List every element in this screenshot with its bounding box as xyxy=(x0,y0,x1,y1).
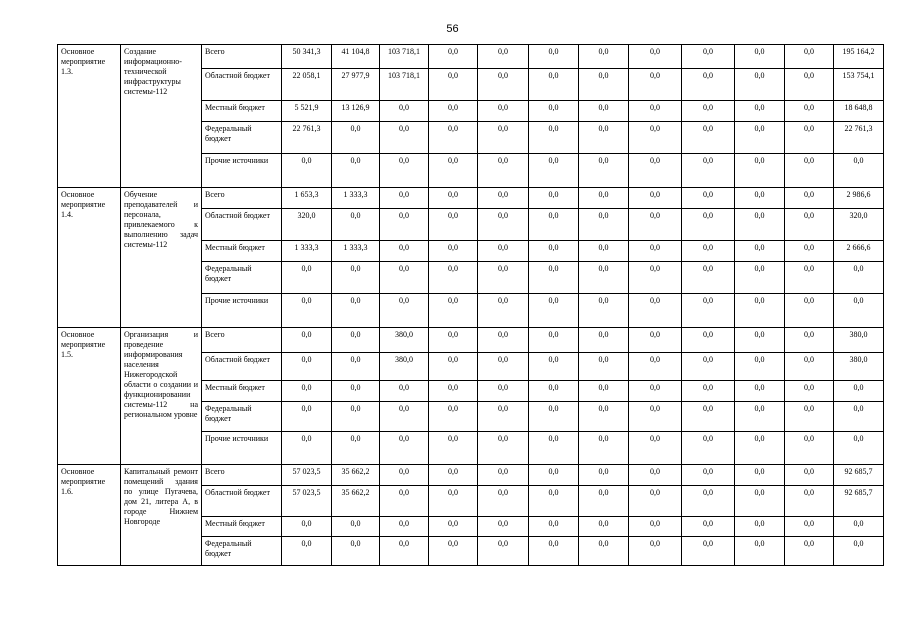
value-cell: 0,0 xyxy=(629,45,682,69)
value-cell: 35 662,2 xyxy=(332,465,380,486)
funding-source: Всего xyxy=(202,328,282,353)
value-cell: 5 521,9 xyxy=(282,101,332,122)
value-cell: 0,0 xyxy=(282,154,332,188)
value-cell: 0,0 xyxy=(429,122,478,154)
value-cell: 0,0 xyxy=(429,465,478,486)
value-cell: 0,0 xyxy=(579,328,629,353)
value-cell: 0,0 xyxy=(478,486,529,517)
value-cell: 0,0 xyxy=(785,45,834,69)
value-cell: 0,0 xyxy=(282,381,332,402)
value-cell: 0,0 xyxy=(380,209,429,241)
value-cell: 380,0 xyxy=(380,353,429,381)
value-cell: 0,0 xyxy=(429,241,478,262)
measure-label: Основное мероприятие 1.4. xyxy=(58,188,121,328)
value-cell: 0,0 xyxy=(735,328,785,353)
value-cell: 0,0 xyxy=(429,154,478,188)
value-cell: 0,0 xyxy=(629,294,682,328)
value-cell: 0,0 xyxy=(478,381,529,402)
value-cell: 1 333,3 xyxy=(332,188,380,209)
value-cell: 0,0 xyxy=(380,154,429,188)
value-cell: 0,0 xyxy=(282,517,332,537)
value-cell: 0,0 xyxy=(478,209,529,241)
value-cell: 0,0 xyxy=(735,262,785,294)
value-cell: 0,0 xyxy=(429,517,478,537)
value-cell: 0,0 xyxy=(785,209,834,241)
value-cell: 0,0 xyxy=(380,294,429,328)
value-cell: 0,0 xyxy=(332,209,380,241)
value-cell: 0,0 xyxy=(785,381,834,402)
total-cell: 0,0 xyxy=(834,432,884,465)
funding-source: Областной бюджет xyxy=(202,353,282,381)
measure-description: Создание информационно-технической инфраструктуры системы-112 xyxy=(121,45,202,188)
value-cell: 0,0 xyxy=(735,402,785,432)
value-cell: 0,0 xyxy=(478,122,529,154)
value-cell: 1 653,3 xyxy=(282,188,332,209)
value-cell: 0,0 xyxy=(529,294,579,328)
value-cell: 0,0 xyxy=(682,122,735,154)
value-cell: 0,0 xyxy=(529,101,579,122)
value-cell: 22 058,1 xyxy=(282,69,332,101)
funding-source: Всего xyxy=(202,465,282,486)
value-cell: 0,0 xyxy=(579,241,629,262)
value-cell: 0,0 xyxy=(282,353,332,381)
value-cell: 0,0 xyxy=(579,69,629,101)
value-cell: 0,0 xyxy=(429,328,478,353)
value-cell: 0,0 xyxy=(682,432,735,465)
table-row xyxy=(58,328,884,353)
value-cell: 0,0 xyxy=(785,402,834,432)
value-cell: 103 718,1 xyxy=(380,45,429,69)
value-cell: 0,0 xyxy=(785,101,834,122)
value-cell: 0,0 xyxy=(579,101,629,122)
funding-source: Федеральный бюджет xyxy=(202,537,282,566)
funding-source: Всего xyxy=(202,45,282,69)
value-cell: 0,0 xyxy=(579,122,629,154)
value-cell: 0,0 xyxy=(429,45,478,69)
value-cell: 0,0 xyxy=(429,381,478,402)
value-cell: 0,0 xyxy=(629,154,682,188)
value-cell: 0,0 xyxy=(380,486,429,517)
value-cell: 0,0 xyxy=(579,154,629,188)
measure-description: Капитальный ремонт помещений здания по улице Пугачева, дом 21, литера А, в городе Нижнем Новгороде xyxy=(121,465,202,566)
value-cell: 0,0 xyxy=(478,154,529,188)
total-cell: 2 666,6 xyxy=(834,241,884,262)
value-cell: 0,0 xyxy=(429,101,478,122)
value-cell: 0,0 xyxy=(332,432,380,465)
funding-source: Всего xyxy=(202,188,282,209)
value-cell: 0,0 xyxy=(735,154,785,188)
total-cell: 0,0 xyxy=(834,262,884,294)
value-cell: 0,0 xyxy=(529,486,579,517)
value-cell: 0,0 xyxy=(282,328,332,353)
funding-source: Прочие источники xyxy=(202,294,282,328)
table-row xyxy=(58,188,884,209)
table-row xyxy=(58,465,884,486)
value-cell: 0,0 xyxy=(529,262,579,294)
value-cell: 35 662,2 xyxy=(332,486,380,517)
value-cell: 0,0 xyxy=(579,402,629,432)
value-cell: 380,0 xyxy=(380,328,429,353)
value-cell: 0,0 xyxy=(332,262,380,294)
value-cell: 0,0 xyxy=(380,537,429,566)
value-cell: 0,0 xyxy=(579,486,629,517)
value-cell: 0,0 xyxy=(785,328,834,353)
value-cell: 0,0 xyxy=(735,69,785,101)
value-cell: 0,0 xyxy=(579,188,629,209)
value-cell: 0,0 xyxy=(429,353,478,381)
value-cell: 0,0 xyxy=(682,517,735,537)
value-cell: 0,0 xyxy=(629,402,682,432)
total-cell: 380,0 xyxy=(834,328,884,353)
value-cell: 0,0 xyxy=(682,45,735,69)
value-cell: 0,0 xyxy=(332,154,380,188)
value-cell: 0,0 xyxy=(579,262,629,294)
value-cell: 0,0 xyxy=(380,402,429,432)
value-cell: 0,0 xyxy=(629,465,682,486)
value-cell: 0,0 xyxy=(682,486,735,517)
value-cell: 0,0 xyxy=(629,517,682,537)
value-cell: 0,0 xyxy=(380,517,429,537)
value-cell: 0,0 xyxy=(579,209,629,241)
value-cell: 22 761,3 xyxy=(282,122,332,154)
value-cell: 0,0 xyxy=(478,353,529,381)
value-cell: 0,0 xyxy=(529,537,579,566)
value-cell: 0,0 xyxy=(529,209,579,241)
value-cell: 0,0 xyxy=(380,122,429,154)
value-cell: 0,0 xyxy=(332,537,380,566)
value-cell: 0,0 xyxy=(682,402,735,432)
value-cell: 0,0 xyxy=(629,101,682,122)
value-cell: 0,0 xyxy=(282,537,332,566)
value-cell: 0,0 xyxy=(785,432,834,465)
total-cell: 320,0 xyxy=(834,209,884,241)
value-cell: 0,0 xyxy=(380,432,429,465)
value-cell: 0,0 xyxy=(380,241,429,262)
total-cell: 92 685,7 xyxy=(834,465,884,486)
value-cell: 0,0 xyxy=(629,486,682,517)
value-cell: 0,0 xyxy=(529,465,579,486)
funding-source: Областной бюджет xyxy=(202,69,282,101)
value-cell: 0,0 xyxy=(735,432,785,465)
value-cell: 0,0 xyxy=(478,432,529,465)
value-cell: 0,0 xyxy=(629,188,682,209)
funding-source: Прочие источники xyxy=(202,432,282,465)
measure-description: Обучение преподавателей и персонала, привлекаемого к выполнению задач системы-112 xyxy=(121,188,202,328)
value-cell: 0,0 xyxy=(429,486,478,517)
value-cell: 0,0 xyxy=(332,122,380,154)
value-cell: 0,0 xyxy=(478,188,529,209)
value-cell: 0,0 xyxy=(682,465,735,486)
budget-table xyxy=(57,44,884,566)
value-cell: 0,0 xyxy=(529,432,579,465)
value-cell: 0,0 xyxy=(735,122,785,154)
value-cell: 0,0 xyxy=(785,486,834,517)
value-cell: 0,0 xyxy=(529,402,579,432)
value-cell: 0,0 xyxy=(478,517,529,537)
value-cell: 0,0 xyxy=(629,209,682,241)
value-cell: 0,0 xyxy=(429,209,478,241)
value-cell: 103 718,1 xyxy=(380,69,429,101)
value-cell: 0,0 xyxy=(332,328,380,353)
measure-description: Организация и проведение информирования населения Нижегородской области о создании и функционировании системы-112 на региональном уровне xyxy=(121,328,202,465)
value-cell: 0,0 xyxy=(629,432,682,465)
value-cell: 0,0 xyxy=(785,122,834,154)
value-cell: 0,0 xyxy=(282,262,332,294)
value-cell: 0,0 xyxy=(529,45,579,69)
value-cell: 0,0 xyxy=(529,154,579,188)
funding-source: Прочие источники xyxy=(202,154,282,188)
value-cell: 0,0 xyxy=(478,262,529,294)
value-cell: 0,0 xyxy=(682,154,735,188)
value-cell: 0,0 xyxy=(332,402,380,432)
value-cell: 0,0 xyxy=(735,381,785,402)
value-cell: 0,0 xyxy=(529,517,579,537)
value-cell: 0,0 xyxy=(579,465,629,486)
value-cell: 1 333,3 xyxy=(332,241,380,262)
value-cell: 0,0 xyxy=(579,45,629,69)
total-cell: 92 685,7 xyxy=(834,486,884,517)
value-cell: 0,0 xyxy=(629,328,682,353)
value-cell: 0,0 xyxy=(785,517,834,537)
page-number: 56 xyxy=(446,23,459,35)
value-cell: 0,0 xyxy=(380,188,429,209)
value-cell: 0,0 xyxy=(735,101,785,122)
value-cell: 27 977,9 xyxy=(332,69,380,101)
total-cell: 0,0 xyxy=(834,402,884,432)
table-row xyxy=(58,45,884,69)
value-cell: 0,0 xyxy=(735,241,785,262)
value-cell: 0,0 xyxy=(529,241,579,262)
measure-label: Основное мероприятие 1.3. xyxy=(58,45,121,188)
measure-label: Основное мероприятие 1.5. xyxy=(58,328,121,465)
total-cell: 2 986,6 xyxy=(834,188,884,209)
value-cell: 0,0 xyxy=(682,262,735,294)
value-cell: 0,0 xyxy=(478,402,529,432)
value-cell: 0,0 xyxy=(478,294,529,328)
value-cell: 0,0 xyxy=(629,537,682,566)
value-cell: 0,0 xyxy=(629,262,682,294)
value-cell: 0,0 xyxy=(429,402,478,432)
value-cell: 0,0 xyxy=(682,294,735,328)
value-cell: 0,0 xyxy=(735,517,785,537)
total-cell: 18 648,8 xyxy=(834,101,884,122)
value-cell: 0,0 xyxy=(682,241,735,262)
value-cell: 0,0 xyxy=(529,122,579,154)
value-cell: 41 104,8 xyxy=(332,45,380,69)
total-cell: 0,0 xyxy=(834,154,884,188)
value-cell: 0,0 xyxy=(380,101,429,122)
value-cell: 0,0 xyxy=(735,209,785,241)
value-cell: 0,0 xyxy=(429,432,478,465)
value-cell: 0,0 xyxy=(629,353,682,381)
funding-source: Федеральный бюджет xyxy=(202,262,282,294)
value-cell: 57 023,5 xyxy=(282,465,332,486)
value-cell: 0,0 xyxy=(579,353,629,381)
value-cell: 0,0 xyxy=(735,353,785,381)
total-cell: 0,0 xyxy=(834,537,884,566)
value-cell: 0,0 xyxy=(682,381,735,402)
value-cell: 0,0 xyxy=(579,537,629,566)
value-cell: 0,0 xyxy=(785,465,834,486)
value-cell: 0,0 xyxy=(682,537,735,566)
value-cell: 0,0 xyxy=(735,486,785,517)
value-cell: 0,0 xyxy=(629,69,682,101)
value-cell: 0,0 xyxy=(478,465,529,486)
total-cell: 22 761,3 xyxy=(834,122,884,154)
value-cell: 0,0 xyxy=(529,353,579,381)
value-cell: 0,0 xyxy=(579,517,629,537)
value-cell: 1 333,3 xyxy=(282,241,332,262)
value-cell: 0,0 xyxy=(429,262,478,294)
funding-source: Областной бюджет xyxy=(202,209,282,241)
value-cell: 0,0 xyxy=(478,328,529,353)
value-cell: 0,0 xyxy=(682,328,735,353)
value-cell: 0,0 xyxy=(785,353,834,381)
value-cell: 0,0 xyxy=(282,294,332,328)
value-cell: 0,0 xyxy=(629,241,682,262)
value-cell: 320,0 xyxy=(282,209,332,241)
value-cell: 0,0 xyxy=(478,537,529,566)
value-cell: 0,0 xyxy=(785,154,834,188)
value-cell: 0,0 xyxy=(785,69,834,101)
funding-source: Федеральный бюджет xyxy=(202,122,282,154)
total-cell: 0,0 xyxy=(834,381,884,402)
value-cell: 0,0 xyxy=(735,465,785,486)
value-cell: 0,0 xyxy=(682,101,735,122)
value-cell: 0,0 xyxy=(785,537,834,566)
value-cell: 0,0 xyxy=(478,241,529,262)
funding-source: Местный бюджет xyxy=(202,241,282,262)
value-cell: 50 341,3 xyxy=(282,45,332,69)
value-cell: 0,0 xyxy=(429,69,478,101)
total-cell: 0,0 xyxy=(834,294,884,328)
value-cell: 0,0 xyxy=(735,188,785,209)
value-cell: 0,0 xyxy=(785,241,834,262)
funding-source: Местный бюджет xyxy=(202,101,282,122)
value-cell: 0,0 xyxy=(332,353,380,381)
value-cell: 0,0 xyxy=(629,122,682,154)
value-cell: 0,0 xyxy=(579,294,629,328)
measure-label: Основное мероприятие 1.6. xyxy=(58,465,121,566)
funding-source: Областной бюджет xyxy=(202,486,282,517)
value-cell: 0,0 xyxy=(579,381,629,402)
value-cell: 0,0 xyxy=(478,69,529,101)
value-cell: 0,0 xyxy=(429,188,478,209)
value-cell: 0,0 xyxy=(478,45,529,69)
value-cell: 0,0 xyxy=(429,294,478,328)
funding-source: Местный бюджет xyxy=(202,517,282,537)
value-cell: 0,0 xyxy=(735,294,785,328)
value-cell: 0,0 xyxy=(682,69,735,101)
value-cell: 0,0 xyxy=(785,262,834,294)
value-cell: 0,0 xyxy=(682,353,735,381)
value-cell: 0,0 xyxy=(332,517,380,537)
value-cell: 0,0 xyxy=(529,188,579,209)
value-cell: 0,0 xyxy=(380,465,429,486)
value-cell: 0,0 xyxy=(332,294,380,328)
value-cell: 0,0 xyxy=(735,45,785,69)
value-cell: 0,0 xyxy=(282,402,332,432)
value-cell: 0,0 xyxy=(735,537,785,566)
value-cell: 57 023,5 xyxy=(282,486,332,517)
value-cell: 13 126,9 xyxy=(332,101,380,122)
value-cell: 0,0 xyxy=(332,381,380,402)
value-cell: 0,0 xyxy=(380,381,429,402)
value-cell: 0,0 xyxy=(380,262,429,294)
total-cell: 195 164,2 xyxy=(834,45,884,69)
total-cell: 153 754,1 xyxy=(834,69,884,101)
value-cell: 0,0 xyxy=(529,69,579,101)
value-cell: 0,0 xyxy=(785,294,834,328)
funding-source: Местный бюджет xyxy=(202,381,282,402)
total-cell: 380,0 xyxy=(834,353,884,381)
value-cell: 0,0 xyxy=(529,328,579,353)
value-cell: 0,0 xyxy=(682,209,735,241)
value-cell: 0,0 xyxy=(529,381,579,402)
value-cell: 0,0 xyxy=(629,381,682,402)
funding-source: Федеральный бюджет xyxy=(202,402,282,432)
value-cell: 0,0 xyxy=(429,537,478,566)
value-cell: 0,0 xyxy=(579,432,629,465)
value-cell: 0,0 xyxy=(785,188,834,209)
total-cell: 0,0 xyxy=(834,517,884,537)
value-cell: 0,0 xyxy=(282,432,332,465)
value-cell: 0,0 xyxy=(478,101,529,122)
value-cell: 0,0 xyxy=(682,188,735,209)
